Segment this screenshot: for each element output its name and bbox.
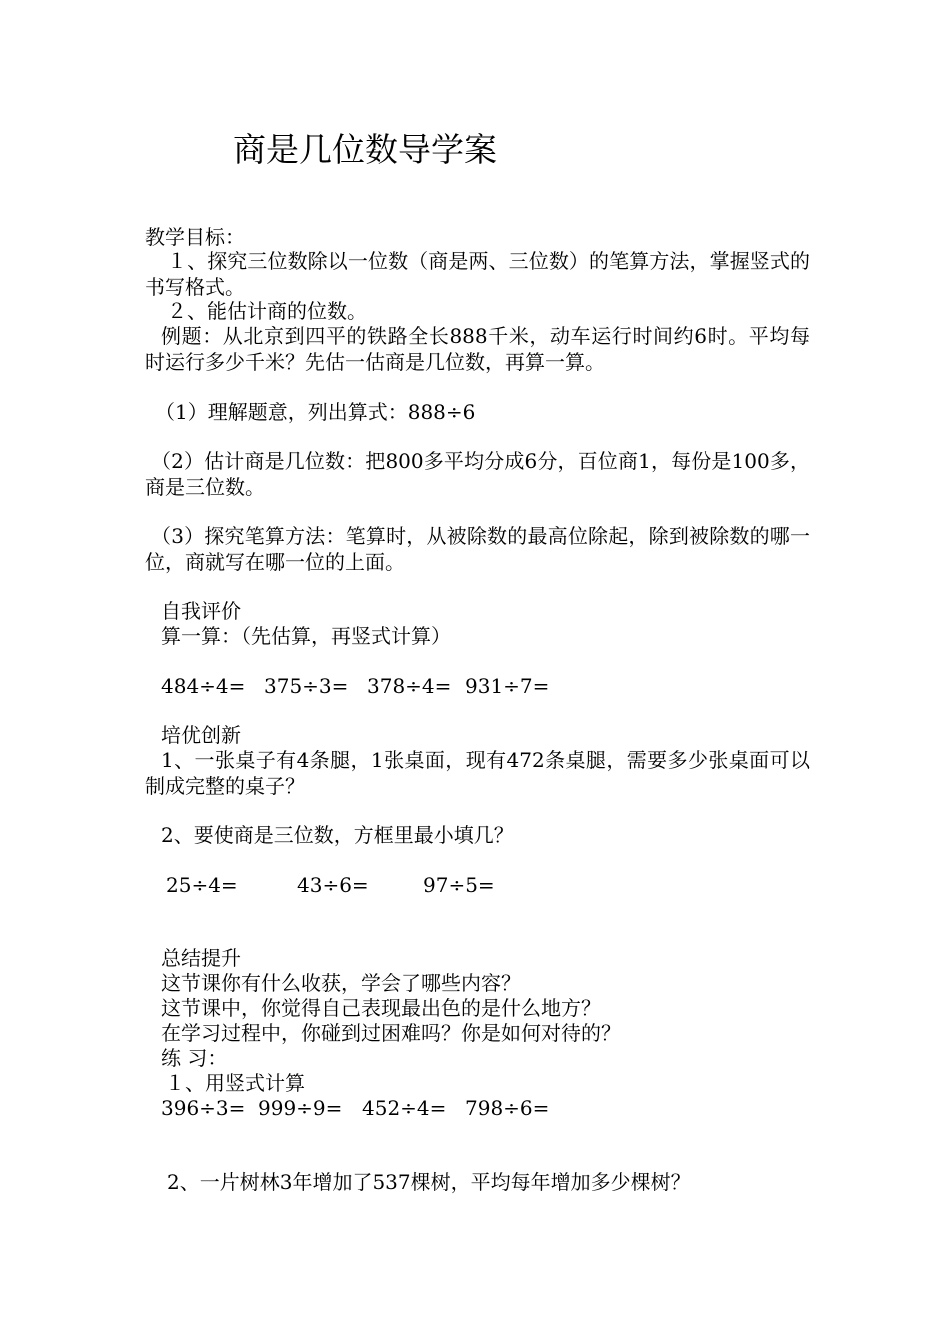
self-eval-problem: 931÷7=: [465, 674, 550, 698]
summary-question-2: 这节课中，你觉得自己表现最出色的是什么地方？: [161, 996, 601, 1020]
summary-question-1: 这节课你有什么收获，学会了哪些内容？: [161, 971, 521, 995]
advanced-question-2: 2、要使商是三位数，方框里最小填几？: [161, 823, 514, 847]
self-eval-heading: 自我评价: [161, 599, 241, 623]
practice-problem: 452÷4=: [362, 1096, 447, 1120]
objective-item-2: ２、能估计商的位数。: [167, 299, 367, 323]
practice-problem: 396÷3=: [161, 1096, 246, 1120]
self-eval-instruction: 算一算：（先估算，再竖式计算）: [161, 624, 451, 648]
practice-item-2: 2、一片树林3年增加了537棵树，平均每年增加多少棵树？: [167, 1170, 691, 1194]
example-step-2: （2）估计商是几位数：把800多平均分成6分，百位商1，每份是100多，商是三位数。: [145, 449, 810, 499]
example-problem: 例题：从北京到四平的铁路全长888千米，动车运行时间约6时。平均每时运行多少千米？先估一估商是几位数，再算一算。: [145, 324, 810, 374]
example-step-3: （3）探究笔算方法：笔算时，从被除数的最高位除起，除到被除数的哪一位，商就写在哪一位的上面。: [145, 524, 810, 574]
advanced-problem: 25÷4=: [166, 873, 238, 897]
self-eval-problem: 378÷4=: [367, 674, 452, 698]
advanced-problem: 97÷5=: [423, 873, 495, 897]
page-title: 商是几位数导学案: [233, 130, 497, 169]
summary-question-3: 在学习过程中，你碰到过困难吗？你是如何对待的？: [161, 1021, 621, 1045]
objectives-heading: 教学目标：: [145, 225, 245, 249]
self-eval-problem: 375÷3=: [264, 674, 349, 698]
self-eval-problem: 484÷4=: [161, 674, 246, 698]
advanced-question-1: 1、一张桌子有4条腿，1张桌面，现有472条桌腿，需要多少张桌面可以制成完整的桌子？: [145, 748, 810, 798]
summary-heading: 总结提升: [161, 946, 241, 970]
practice-problem: 999÷9=: [258, 1096, 343, 1120]
objective-item-1: １、探究三位数除以一位数（商是两、三位数）的笔算方法，掌握竖式的书写格式。: [145, 249, 810, 299]
practice-problem: 798÷6=: [465, 1096, 550, 1120]
advanced-heading: 培优创新: [161, 723, 241, 747]
practice-item-1: １、用竖式计算: [165, 1071, 305, 1095]
advanced-problem: 43÷6=: [297, 873, 369, 897]
example-step-1: （1）理解题意，列出算式：888÷6: [155, 400, 476, 424]
practice-heading: 练 习：: [161, 1046, 228, 1070]
